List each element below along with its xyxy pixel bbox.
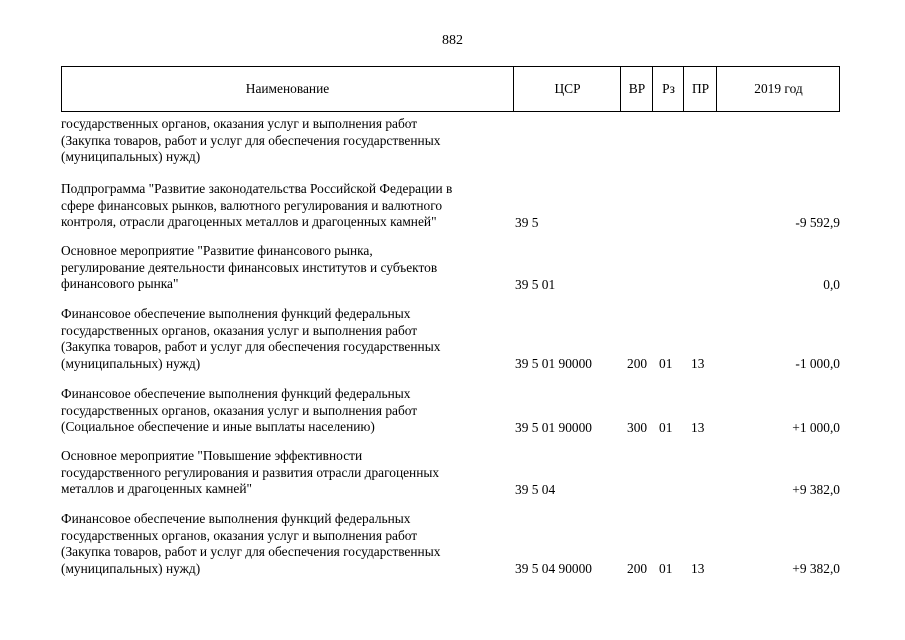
- header-name: Наименование: [245, 81, 330, 96]
- header-year: 2019 год: [716, 67, 840, 111]
- row-vr: 200: [627, 560, 648, 576]
- row-pr: 13: [691, 355, 705, 371]
- row-name: Основное мероприятие "Повышение эффективности государственного регулирования и развития отрасли драгоценных металлов и драгоценных камней": [61, 448, 440, 496]
- row-amount: 0,0: [823, 276, 840, 292]
- row-amount: -1 000,0: [795, 355, 840, 371]
- row-csr: 39 5 01: [515, 276, 556, 292]
- row-csr: 39 5 01 90000: [515, 419, 592, 435]
- row-name: Финансовое обеспечение выполнения функций федеральных государственных органов, оказания услуг и выполнения работ (Закупка товаров, работ и услуг для обеспечения государственных (муниципальных) нужд): [61, 511, 441, 576]
- row-amount: +9 382,0: [792, 481, 840, 497]
- row-name: Финансовое обеспечение выполнения функций федеральных государственных органов, оказания услуг и выполнения работ (Закупка товаров, работ и услуг для обеспечения государственных (муниципальных) нужд): [61, 306, 441, 371]
- row-name: государственных органов, оказания услуг и выполнения работ (Закупка товаров, работ и услуг для обеспечения государственных (муниципальных) нужд): [61, 116, 441, 164]
- row-csr: 39 5 04: [515, 481, 556, 497]
- row-rz: 01: [659, 355, 673, 371]
- row-pr: 13: [691, 560, 705, 576]
- table-row: [61, 386, 840, 436]
- table-row: [61, 181, 840, 231]
- row-vr: 300: [627, 419, 648, 435]
- header-rz: Рз: [652, 67, 684, 111]
- row-rz: 01: [659, 419, 673, 435]
- row-name: Основное мероприятие "Развитие финансового рынка, регулирование деятельности финансовых институтов и субъектов финансового рынка": [61, 243, 438, 291]
- row-name: Финансовое обеспечение выполнения функций федеральных государственных органов, оказания услуг и выполнения работ (Социальное обеспечение и иные выплаты населению): [61, 386, 418, 434]
- row-csr: 39 5 04 90000: [515, 560, 592, 576]
- row-rz: 01: [659, 560, 673, 576]
- header-csr: ЦСР: [513, 67, 621, 111]
- row-csr: 39 5 01 90000: [515, 355, 592, 371]
- header-vr: ВР: [620, 67, 653, 111]
- header-pr: ПР: [683, 67, 717, 111]
- row-amount: +1 000,0: [792, 419, 840, 435]
- row-pr: 13: [691, 419, 705, 435]
- table-row: [61, 511, 840, 577]
- row-amount: -9 592,9: [795, 214, 840, 230]
- table-row: [61, 243, 840, 293]
- table-header: [61, 66, 840, 112]
- row-amount: +9 382,0: [792, 560, 840, 576]
- table-row: [61, 306, 840, 372]
- row-name: Подпрограмма "Развитие законодательства Российской Федерации в сфере финансовых рынков, валютного регулирования и валютного контроля, отрасли драгоценных металлов и драгоценных камней": [61, 181, 453, 229]
- row-csr: 39 5: [515, 214, 539, 230]
- page-number: 882: [442, 33, 463, 48]
- table-row: [61, 116, 840, 166]
- row-vr: 200: [627, 355, 648, 371]
- table-row: [61, 448, 840, 498]
